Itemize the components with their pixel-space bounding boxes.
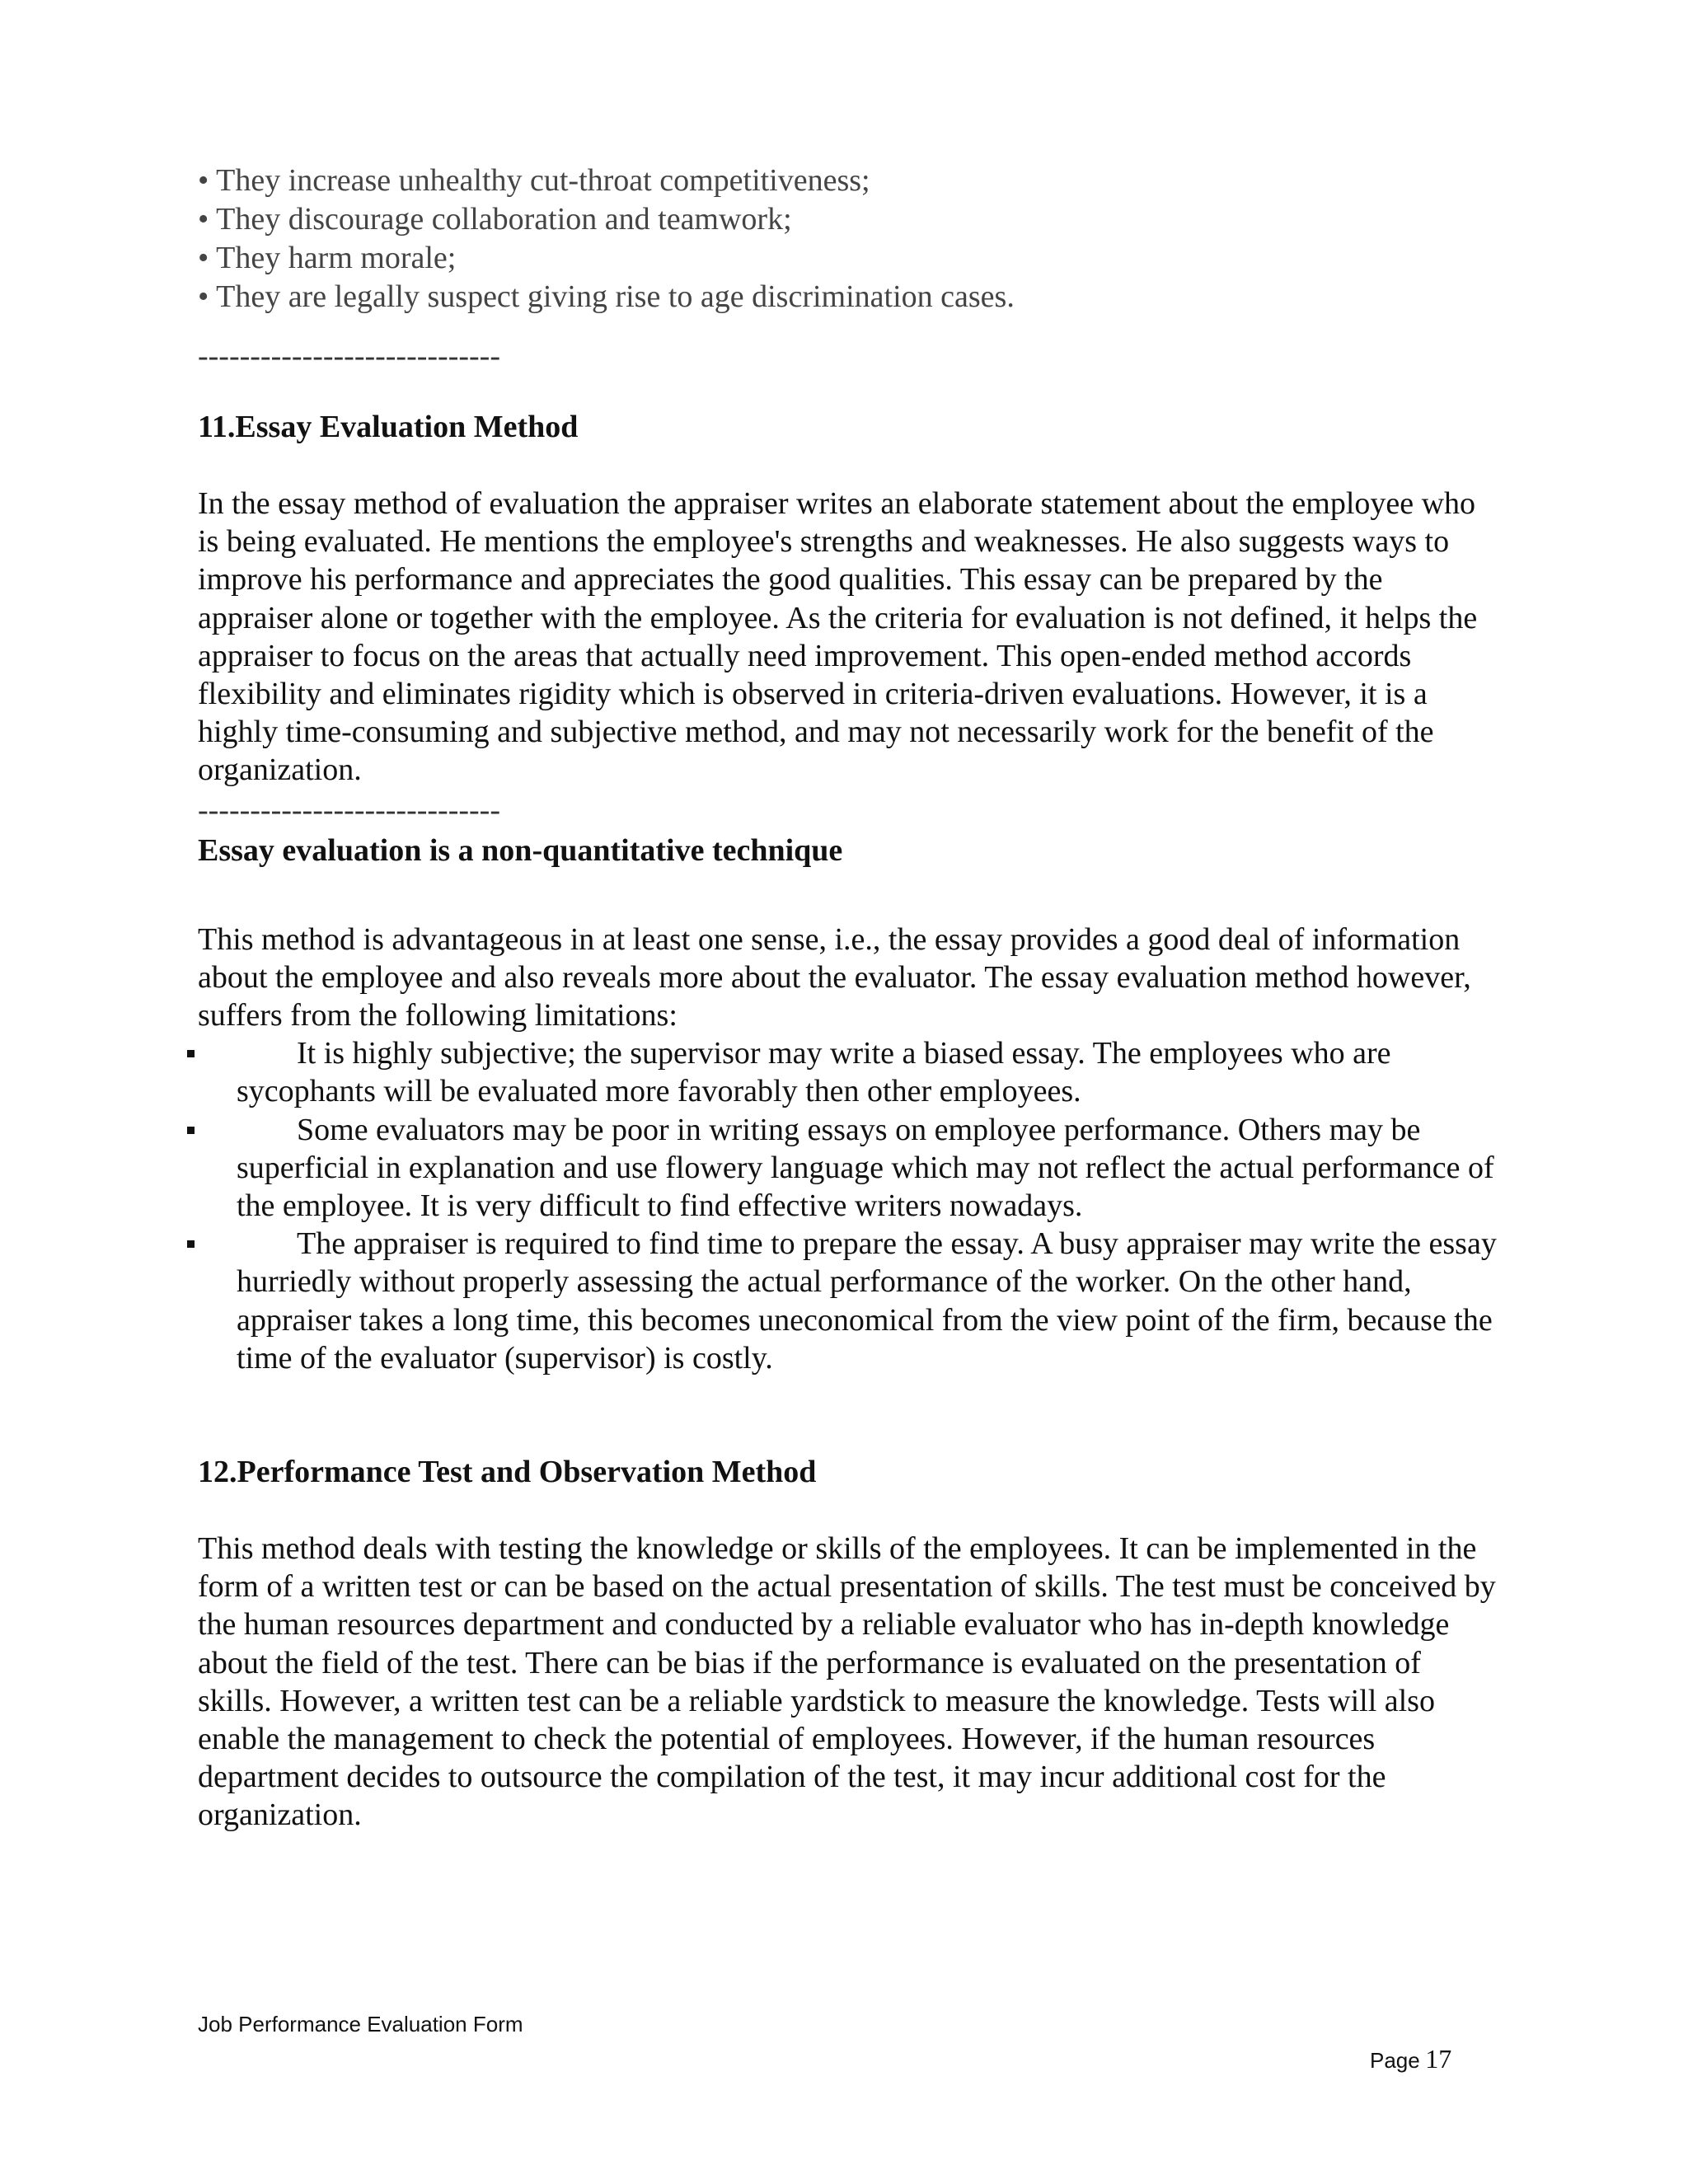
square-bullet-icon (187, 1240, 195, 1248)
intro-bullet-list (198, 162, 1500, 316)
footer-document-title: Job Performance Evaluation Form (198, 2012, 523, 2036)
limitation-item (198, 1111, 1500, 1226)
page-number: 17 (1425, 2044, 1452, 2074)
intro-bullet-item: • They discourage collaboration and teamwork; (198, 202, 792, 237)
limitation-item (198, 1034, 1500, 1110)
section-11-paragraph: In the essay method of evaluation the appraiser writes an elaborate statement about the employee who is being evaluated. He mentions the employee's strengths and weaknesses. He also suggests ways to improve his performance and appreciates the good qualities. This essay can be prepared by the appraiser alone or together with the employee. As the criteria for evaluation is not defined, it helps the appraiser to focus on the areas that actually need improvement. This open-ended method accords flexibility and eliminates rigidity which is observed in criteria-driven evaluations. However, it is a highly time-consuming and subjective method, and may not necessarily work for the benefit of the organization. (198, 486, 1478, 788)
square-bullet-icon (187, 1127, 195, 1134)
essay-limitations-intro: This method is advantageous in at least one sense, i.e., the essay provides a good deal of information about the employee and also reveals more about the evaluator. The essay evaluation method however, suffers from the following limitations: (198, 921, 1471, 1033)
page-content (198, 162, 1500, 1835)
footer-page-number (1370, 2044, 1451, 2076)
section-12-paragraph: This method deals with testing the knowledge or skills of the employees. It can be implemented in the form of a written test or can be based on the actual presentation of skills. The test must be conceived by the human resources department and conducted by a reliable evaluator who has in-depth knowledge about the field of the test. There can be bias if the performance is evaluated on the presentation of skills. However, a written test can be a reliable yardstick to measure the knowledge. Tests will also enable the management to check the potential of employees. However, if the human resources department decides to outsource the compilation of the test, it may incur additional cost for the organization. (198, 1531, 1496, 1833)
limitation-text: It is highly subjective; the supervisor may write a biased essay. The employees who are sycophants will be evaluated more favorably then other employees. (237, 1036, 1391, 1109)
limitation-text: Some evaluators may be poor in writing essays on employee performance. Others may be superficial in explanation and use flowery language which may not reflect the actual performance of the employee. It is very difficult to find effective writers nowadays. (237, 1112, 1494, 1224)
section-12-heading: 12.Performance Test and Observation Method (198, 1455, 817, 1490)
limitations-list (198, 1034, 1500, 1377)
section-11-heading: 11.Essay Evaluation Method (198, 410, 579, 444)
intro-bullet-item: • They are legally suspect giving rise to age discrimination cases. (198, 279, 1015, 314)
separator-line: ----------------------------- (198, 792, 500, 827)
page-label: Page (1370, 2048, 1420, 2073)
essay-subheading: Essay evaluation is a non-quantitative technique (198, 832, 843, 868)
limitation-text: The appraiser is required to find time to prepare the essay. A busy appraiser may write the essay hurriedly without properly assessing the actual performance of the worker. On the other hand, appraiser takes a long time, this becomes uneconomical from the view point of the firm, because the time of the evaluator (supervisor) is costly. (237, 1226, 1497, 1376)
square-bullet-icon (187, 1050, 195, 1057)
intro-bullet-item: • They harm morale; (198, 241, 457, 275)
limitation-item (198, 1225, 1500, 1377)
separator-line: ----------------------------- (198, 339, 500, 373)
intro-bullet-item: • They increase unhealthy cut-throat competitiveness; (198, 163, 870, 198)
